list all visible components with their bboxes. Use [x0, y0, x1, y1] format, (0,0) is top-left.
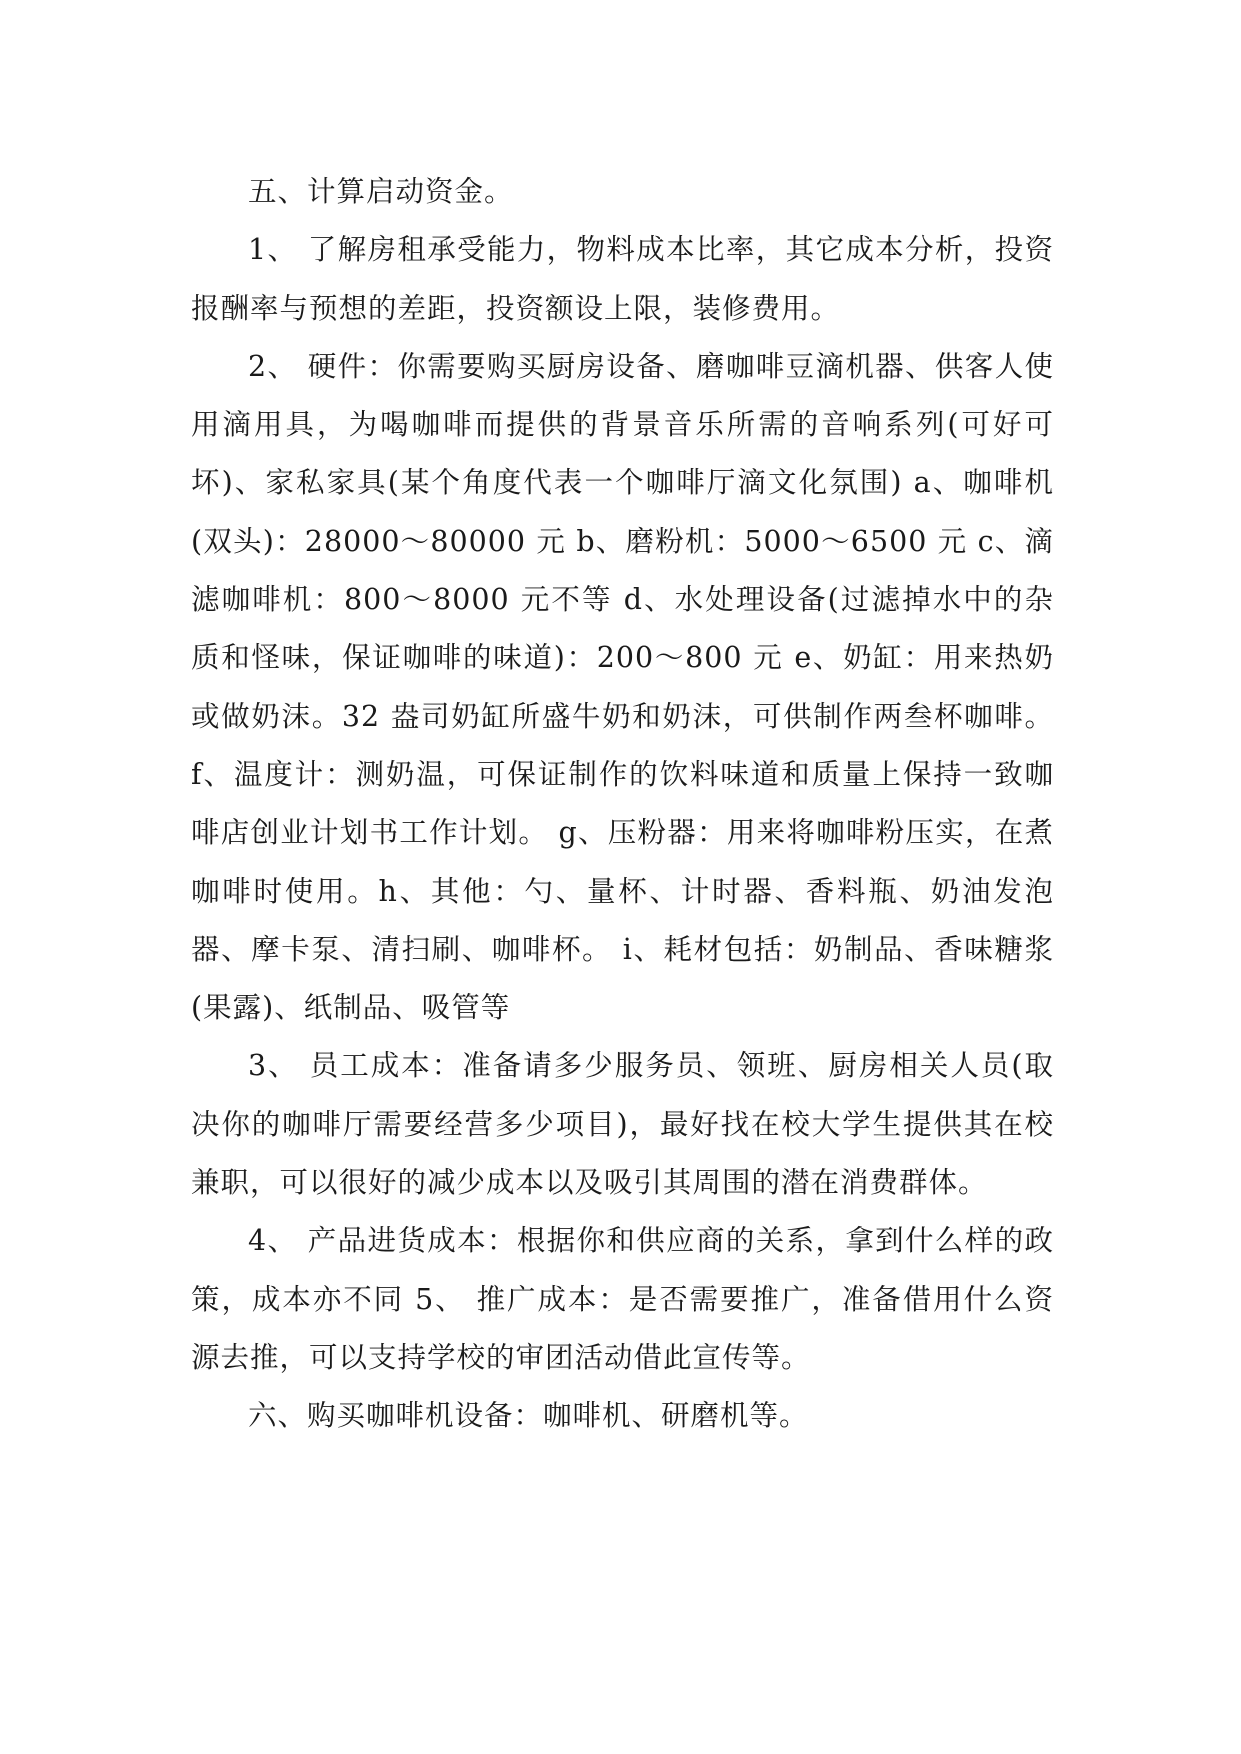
- paragraph-item-1: 1、 了解房租承受能力，物料成本比率，其它成本分析，投资报酬率与预想的差距，投资额设上限，装修费用。: [191, 233, 1054, 325]
- section-heading-six: 六、购买咖啡机设备：咖啡机、研磨机等。: [248, 1399, 809, 1433]
- paragraph-item-2: 2、 硬件：你需要购买厨房设备、磨咖啡豆滴机器、供客人使用滴用具，为喝咖啡而提供的背景音乐所需的音响系列(可好可坏)、家私家具(某个角度代表一个咖啡厅滴文化氛围) a、咖啡机(双头)：28000～80000 元 b、磨粉机：5000～6500 元 c、滴滤咖啡机：800～8000 元不等 d、水处理设备(过滤掉水中的杂质和怪味，保证咖啡的味道)：200～800 元 e、奶缸：用来热奶或做奶沫。32 盎司奶缸所盛牛奶和奶沫，可供制作两叁杯咖啡。 f、温度计：测奶温，可保证制作的饮料味道和质量上保持一致咖啡店创业计划书工作计划。 g、压粉器：用来将咖啡粉压实，在煮咖啡时使用。h、其他：勺、量杯、计时器、香料瓶、奶油发泡器、摩卡泵、清扫刷、咖啡杯。 i、耗材包括：奶制品、香味糖浆(果露)、纸制品、吸管等: [191, 349, 1054, 1025]
- section-heading-five: 五、计算启动资金。: [248, 175, 514, 208]
- paragraph-item-4: 4、 产品进货成本：根据你和供应商的关系，拿到什么样的政策，成本亦不同 5、 推广成本：是否需要推广，准备借用什么资源去推，可以支持学校的审团活动借此宣传等。: [191, 1224, 1054, 1374]
- document-body: [191, 163, 1054, 1446]
- paragraph-item-3: 3、 员工成本：准备请多少服务员、领班、厨房相关人员(取决你的咖啡厅需要经营多少项目)，最好找在校大学生提供其在校兼职，可以很好的减少成本以及吸引其周围的潜在消费群体。: [191, 1049, 1054, 1200]
